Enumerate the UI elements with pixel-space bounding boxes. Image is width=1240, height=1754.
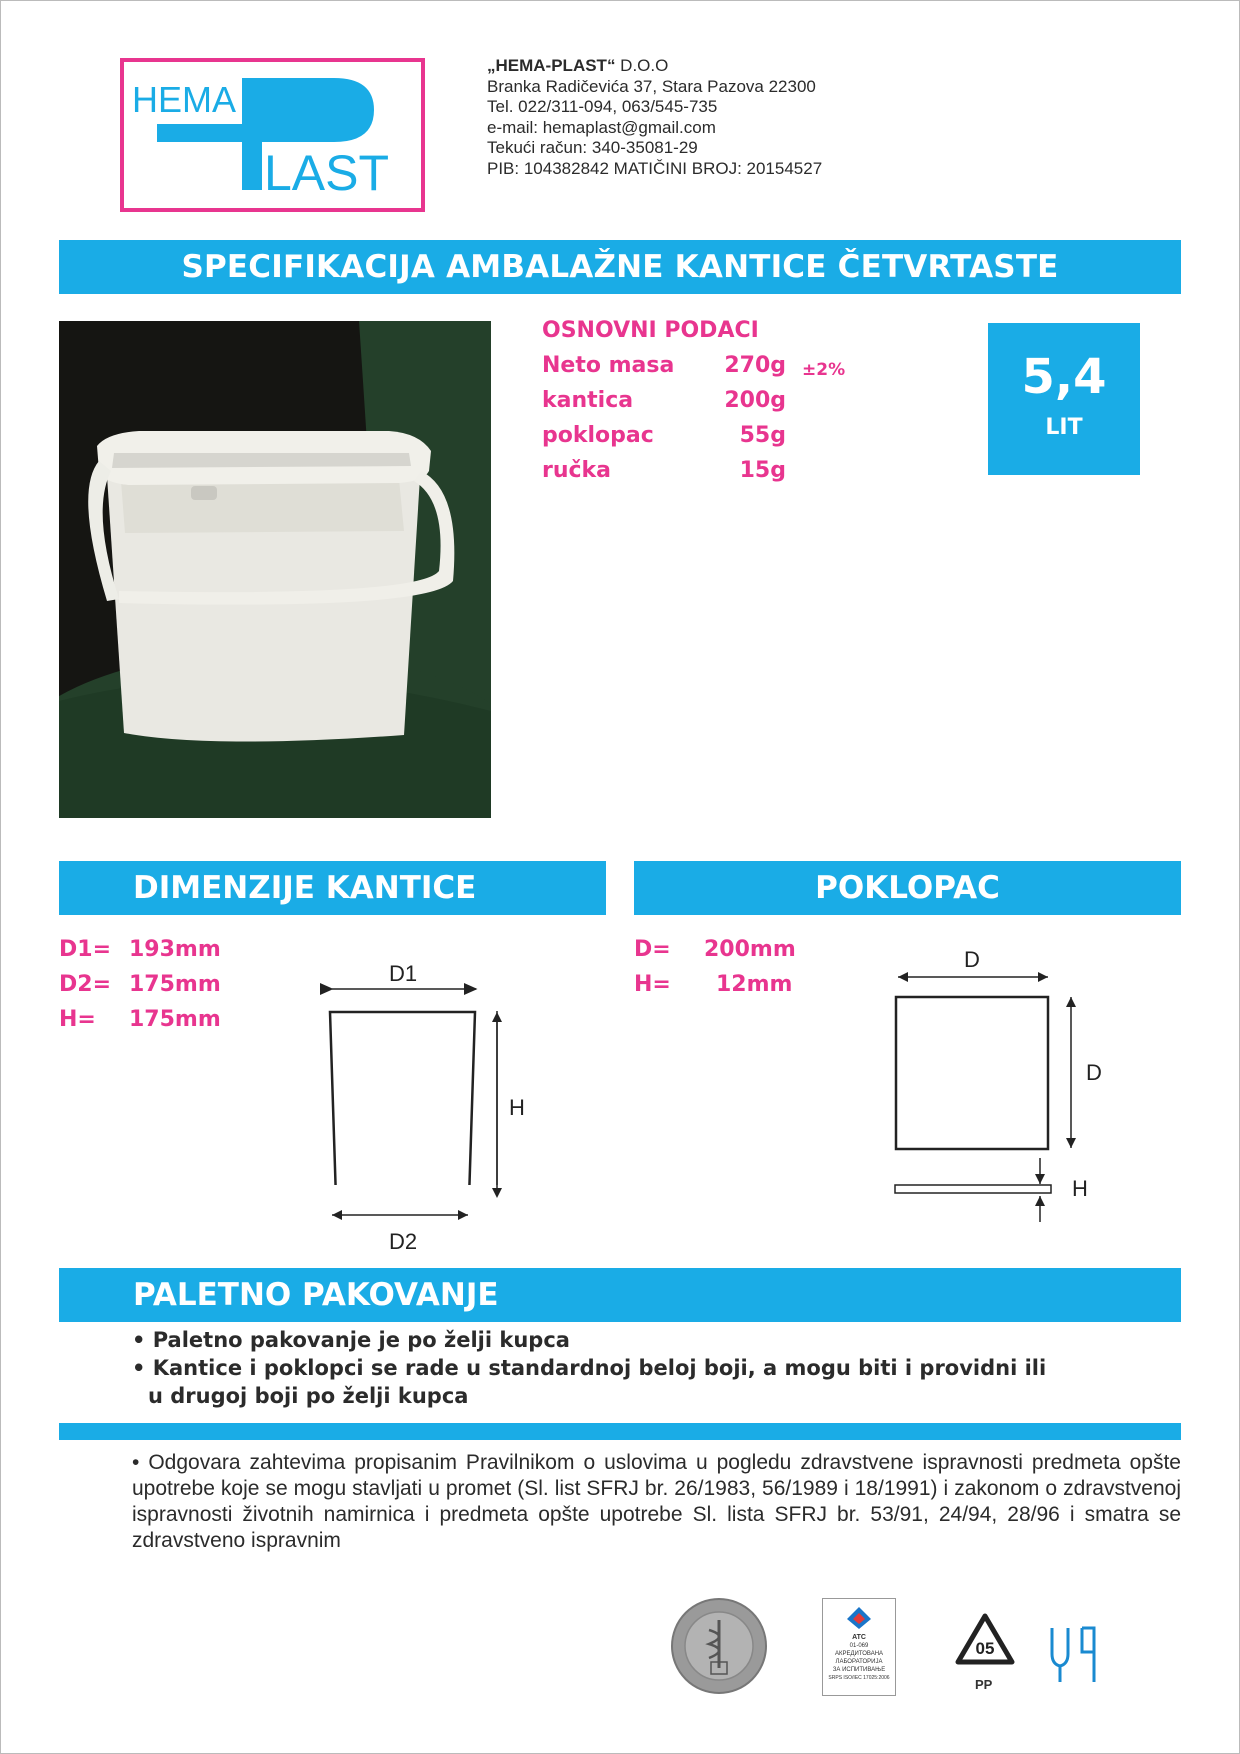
dim-d1-value: 193mm [129,937,221,962]
lid-d-label: D= [634,937,671,962]
pallet-item: • Kantice i poklopci se rade u standardnoj beloj boji, a mogu biti i providni ili [132,1356,1047,1380]
food-safe-icon [1042,1620,1100,1684]
dim-d1-label: D1= [59,937,112,962]
product-photo [59,321,491,818]
atc-accreditation-badge [822,1598,896,1696]
diagram-label-d1: D1 [389,961,418,986]
lid-side-arrow [1064,995,1078,1150]
lid-label-d-top: D [964,947,980,972]
pallet-item: • Paletno pakovanje je po želji kupca [132,1328,570,1352]
dim-h-label: H= [59,1007,96,1032]
recycle-label: PP [975,1677,993,1692]
row-neto-masa-label: Neto masa [542,353,675,378]
lid-heading: POKLOPAC [634,861,1181,915]
bucket-h-arrow [490,1010,504,1200]
row-poklopac-value: 55g [739,423,786,448]
dim-d2-label: D2= [59,972,112,997]
volume-value: 5,4 [1021,349,1107,405]
company-account: Tekući račun: 340-35081-29 [487,138,698,157]
company-suffix: D.O.O [615,56,669,75]
diagram-label-h: H [509,1095,525,1120]
atc-number: 01-069 [849,1643,869,1649]
dim-d2-value: 175mm [129,972,221,997]
atc-logo-text: ATC [852,1634,866,1641]
company-logo [120,58,425,212]
bucket-height-arrow [320,1005,360,1205]
company-ids: PIB: 104382842 MATIČINI BROJ: 20154527 [487,158,823,178]
row-rucka-label: ručka [542,458,612,483]
divider-bar [59,1423,1181,1440]
page-title: SPECIFIKACIJA AMBALAŽNE KANTICE ČETVRTASTE [59,240,1181,294]
diagram-label-d2: D2 [389,1229,418,1254]
atc-logo-icon [844,1605,874,1631]
lid-h-label: H= [634,972,671,997]
row-kantica-label: kantica [542,388,634,413]
dim-h-value: 175mm [129,1007,221,1032]
atc-line4: SRPS ISO/IEC 17025:2006 [828,1675,890,1681]
volume-badge [988,323,1140,475]
compliance-text: • Odgovara zahtevima propisanim Pravilnikom o uslovima u pogledu zdravstvene ispravnosti predmeta opšte upotrebe koje se mogu stavljati u promet (Sl. list SFRJ br. 26/1983, 56/1989 i 18/1991) i zakonom o zdravstvenoj ispravnosti životnih namirnica i predmeta opšte upotrebe Sl. lista SFRJ br. 53/91, 24/94, 28/96 i smatra se zdravstveno ispravnim [132,1451,1181,1552]
company-phone: Tel. 022/311-094, 063/545-735 [487,97,718,116]
company-info [487,56,822,179]
logo-text-bottom: LAST [264,145,390,201]
pallet-item: u drugoj boji po želji kupca [148,1384,469,1408]
company-email: e-mail: hemaplast@gmail.com [487,117,716,137]
volume-unit: LIT [1045,415,1083,440]
atc-line1: АКРЕДИТОВАНА [834,1651,884,1657]
health-institute-seal-icon [669,1596,769,1696]
recycle-pp-icon [952,1612,1018,1670]
atc-line3: ЗА ИСПИТИВАЊЕ [832,1667,886,1673]
lid-d-value: 200mm [704,937,796,962]
recycle-code: 05 [975,1639,995,1658]
row-rucka-value: 15g [739,458,786,483]
pallet-heading: PALETNO PAKOVANJE [59,1268,1181,1322]
lid-thickness-arrows [1033,1158,1047,1222]
bucket-d2-arrow [330,1208,470,1222]
atc-line2: ЛАБОРАТОРИЈА [835,1659,883,1665]
row-poklopac-label: poklopac [542,423,654,448]
company-address: Branka Radičevića 37, Stara Pazova 22300 [487,76,816,96]
basic-data-heading: OSNOVNI PODACI [542,318,759,343]
logo-text-top: HEMA [132,79,237,120]
row-kantica-value: 200g [724,388,786,413]
pallet-list [132,1326,1082,1410]
lid-h-value: 12mm [716,972,793,997]
dimensions-heading: DIMENZIJE KANTICE [59,861,606,915]
lid-label-h: H [1072,1176,1088,1201]
row-neto-masa-value: 270g [724,353,786,378]
row-neto-masa-tolerance: ±2% [802,360,846,380]
company-name: „HEMA-PLAST“ [487,56,616,75]
lid-label-d-side: D [1086,1060,1102,1085]
